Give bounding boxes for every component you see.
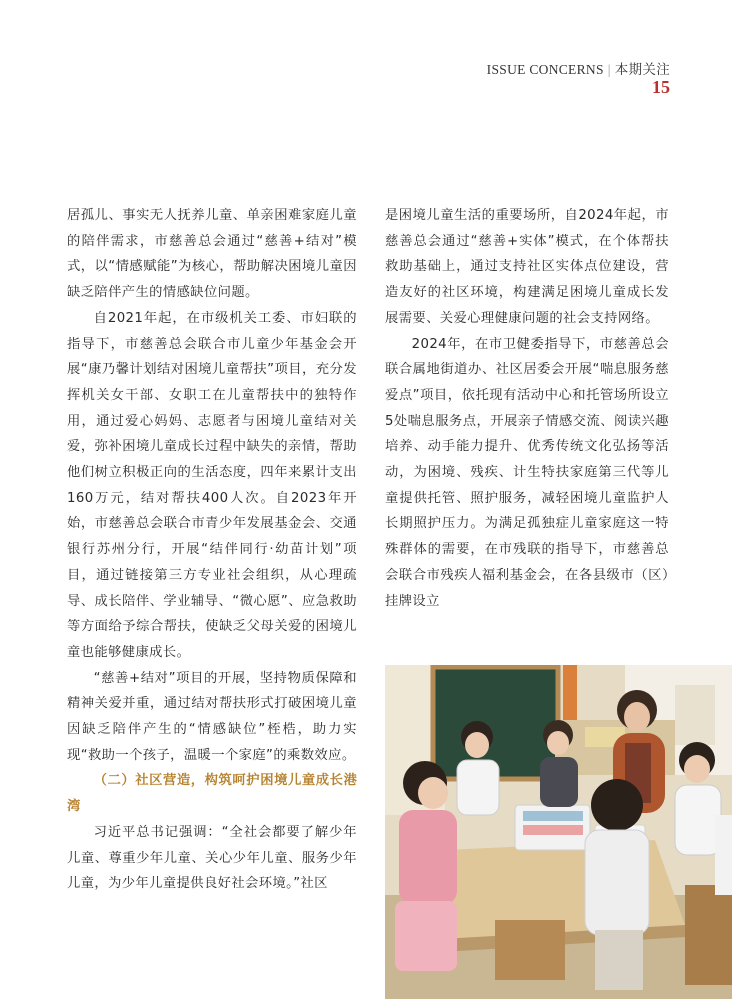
left-column (67, 203, 357, 897)
section-cn: 本期关注 (614, 62, 670, 77)
section-label (487, 58, 670, 78)
left-paragraph-1: 居孤儿、事实无人抚养儿童、单亲困难家庭儿童的陪伴需求，市慈善总会通过“慈善+结对”模式，以“情感赋能”为核心，帮助解决困境儿童因缺乏陪伴产生的情感缺位问题。 (67, 208, 357, 301)
section-subheading: （二）社区营造，构筑呵护困境儿童成长港湾 (67, 773, 357, 815)
left-paragraph-3: “慈善+结对”项目的开展，坚持物质保障和精神关爱并重，通过结对帮扶形式打破困境儿童因缺乏陪伴产生的“情感缺位”桎梏，助力实现“救助一个孩子，温暖一个家庭”的乘数效应。 (67, 670, 357, 763)
section-en: ISSUE CONCERNS (486, 62, 604, 77)
left-paragraph-2: 自2021年起，在市级机关工委、市妇联的指导下，市慈善总会联合市儿童少年基金会开展“康乃馨计划结对困境儿童帮扶”项目，充分发挥机关女干部、女职工在儿童帮扶中的独特作用，通过爱心妈妈、志愿者与困境儿童结对关爱，弥补困境儿童成长过程中缺失的亲情，帮助他们树立积极正向的生活态度，四年来累计支出160万元，结对帮扶400人次。自2023年开始，市慈善总会联合市青少年发展基金会、交通银行苏州分行，开展“结伴同行·幼苗计划”项目，通过链接第三方专业社会组织，从心理疏导、成长陪伴、学业辅导、“微心愿”、应急救助等方面给予综合帮扶，使缺乏父母关爱的困境儿童也能够健康成长。 (67, 310, 357, 660)
right-paragraph-2: 2024年，在市卫健委指导下，市慈善总会联合属地街道办、社区居委会开展“喘息服务慈爱点”项目，依托现有活动中心和托管场所设立5处喘息服务点，开展亲子情感交流、阅读兴趣培养、动手能力提升、优秀传统文化弘扬等活动，为困境、残疾、计生特扶家庭第三代等儿童提供托管、照护服务，减轻困境儿童监护人长期照护压力。为满足孤独症儿童家庭这一特殊群体的需要，在市残联的指导下，市慈善总会联合市残疾人福利基金会，在各县级市（区）挂牌设立 (385, 336, 669, 609)
children-activity-photo (385, 665, 732, 999)
right-column (385, 203, 669, 614)
page-number: 15 (652, 77, 670, 97)
running-header (487, 58, 670, 98)
left-paragraph-4: 习近平总书记强调：“全社会都要了解少年儿童、尊重少年儿童、关心少年儿童、服务少年儿童，为少年儿童提供良好社会环境。”社区 (67, 824, 357, 892)
header-divider: | (607, 62, 611, 77)
right-paragraph-1: 是困境儿童生活的重要场所，自2024年起，市慈善总会通过“慈善+实体”模式，在个体帮扶救助基础上，通过支持社区实体点位建设，营造友好的社区环境，构建满足困境儿童成长发展需要、关爱心理健康问题的社会支持网络。 (385, 208, 669, 326)
